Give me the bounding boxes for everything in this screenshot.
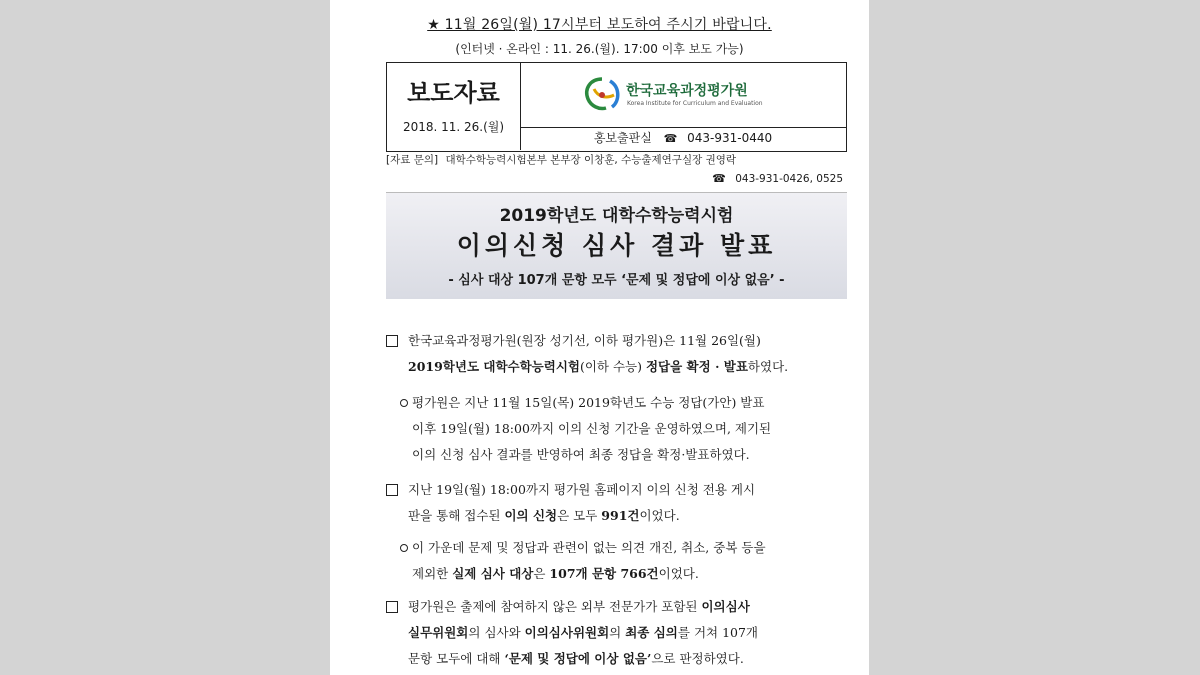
inquiry-phone-line bbox=[704, 172, 843, 185]
p3-line2: 실무위원회의 심사와 이의심사위원회의 최종 심의를 거쳐 107개 bbox=[408, 625, 758, 640]
pr-phone: 043-931-0440 bbox=[687, 131, 773, 145]
p2sub-line2: 제외한 실제 심사 대상은 107개 문항 766건이었다. bbox=[412, 566, 699, 581]
inquiry-contacts: 대학수학능력시험본부 본부장 이창훈, 수능출제연구실장 권영락 bbox=[445, 154, 737, 166]
kice-logo-icon bbox=[580, 75, 624, 115]
square-bullet-icon bbox=[386, 601, 398, 613]
pr-contact bbox=[520, 129, 846, 146]
header-box bbox=[386, 62, 847, 152]
headline-box bbox=[386, 192, 847, 299]
p1-line1: 한국교육과정평가원(원장 성기선, 이하 평가원)은 11월 26일(월) bbox=[408, 333, 761, 348]
p1sub-line1: 평가원은 지난 11월 15일(목) 2019학년도 수능 정답(가안) 발표 bbox=[412, 395, 765, 410]
embargo-notice: ★ 11월 26일(월) 17시부터 보도하여 주시기 바랍니다. bbox=[427, 17, 772, 33]
p2-line1: 지난 19일(월) 18:00까지 평가원 홈페이지 이의 신청 전용 게시 bbox=[408, 482, 756, 497]
p1-line2: 2019학년도 대학수학능력시험(이하 수능) 정답을 확정 · 발표하였다. bbox=[408, 359, 789, 374]
doc-type-title: 보도자료 bbox=[407, 79, 500, 107]
inquiry-info bbox=[386, 152, 847, 185]
doc-type-cell bbox=[387, 63, 521, 150]
square-bullet-icon bbox=[386, 484, 398, 496]
headline-line1: 2019학년도 대학수학능력시험 bbox=[499, 206, 734, 226]
p1sub-line2: 이후 19일(월) 18:00까지 이의 신청 기간을 운영하였으며, 제기된 bbox=[412, 421, 772, 436]
pr-department: 홍보출판실 bbox=[593, 131, 652, 145]
phone-icon: ☎ bbox=[712, 172, 726, 185]
circle-bullet-icon bbox=[400, 399, 408, 407]
square-bullet-icon bbox=[386, 335, 398, 347]
org-logo bbox=[520, 63, 846, 128]
press-release-page bbox=[330, 0, 869, 675]
release-date: 2018. 11. 26.(월) bbox=[402, 120, 505, 134]
circle-bullet-icon bbox=[400, 544, 408, 552]
p2-line2: 판을 통해 접수된 이의 신청은 모두 991건이었다. bbox=[408, 508, 680, 523]
headline-subtitle: - 심사 대상 107개 문항 모두 ‘문제 및 정답에 이상 없음’ - bbox=[448, 273, 785, 288]
p1sub-line3: 이의 신청 심사 결과를 반영하여 최종 정답을 확정·발표하였다. bbox=[412, 447, 750, 462]
phone-icon: ☎ bbox=[663, 132, 678, 145]
p3-line1: 평가원은 출제에 참여하지 않은 외부 전문가가 포함된 이의심사 bbox=[408, 599, 750, 614]
inquiry-label: [자료 문의] bbox=[386, 154, 439, 166]
p3-line3: 문항 모두에 대해 ‘문제 및 정답에 이상 없음’으로 판정하였다. bbox=[408, 651, 744, 666]
p2sub-line1: 이 가운데 문제 및 정답과 관련이 없는 의견 개진, 취소, 중복 등을 bbox=[412, 540, 766, 555]
inquiry-phone: 043-931-0426, 0525 bbox=[735, 173, 843, 185]
embargo-online-notice: (인터넷 · 온라인 : 11. 26.(월). 17:00 이후 보도 가능) bbox=[455, 42, 744, 56]
headline-main: 이의신청 심사 결과 발표 bbox=[456, 231, 777, 260]
org-name-english: Korea Institute for Curriculum and Evaluation bbox=[627, 100, 763, 107]
org-name-korean: 한국교육과정평가원 bbox=[626, 83, 748, 99]
